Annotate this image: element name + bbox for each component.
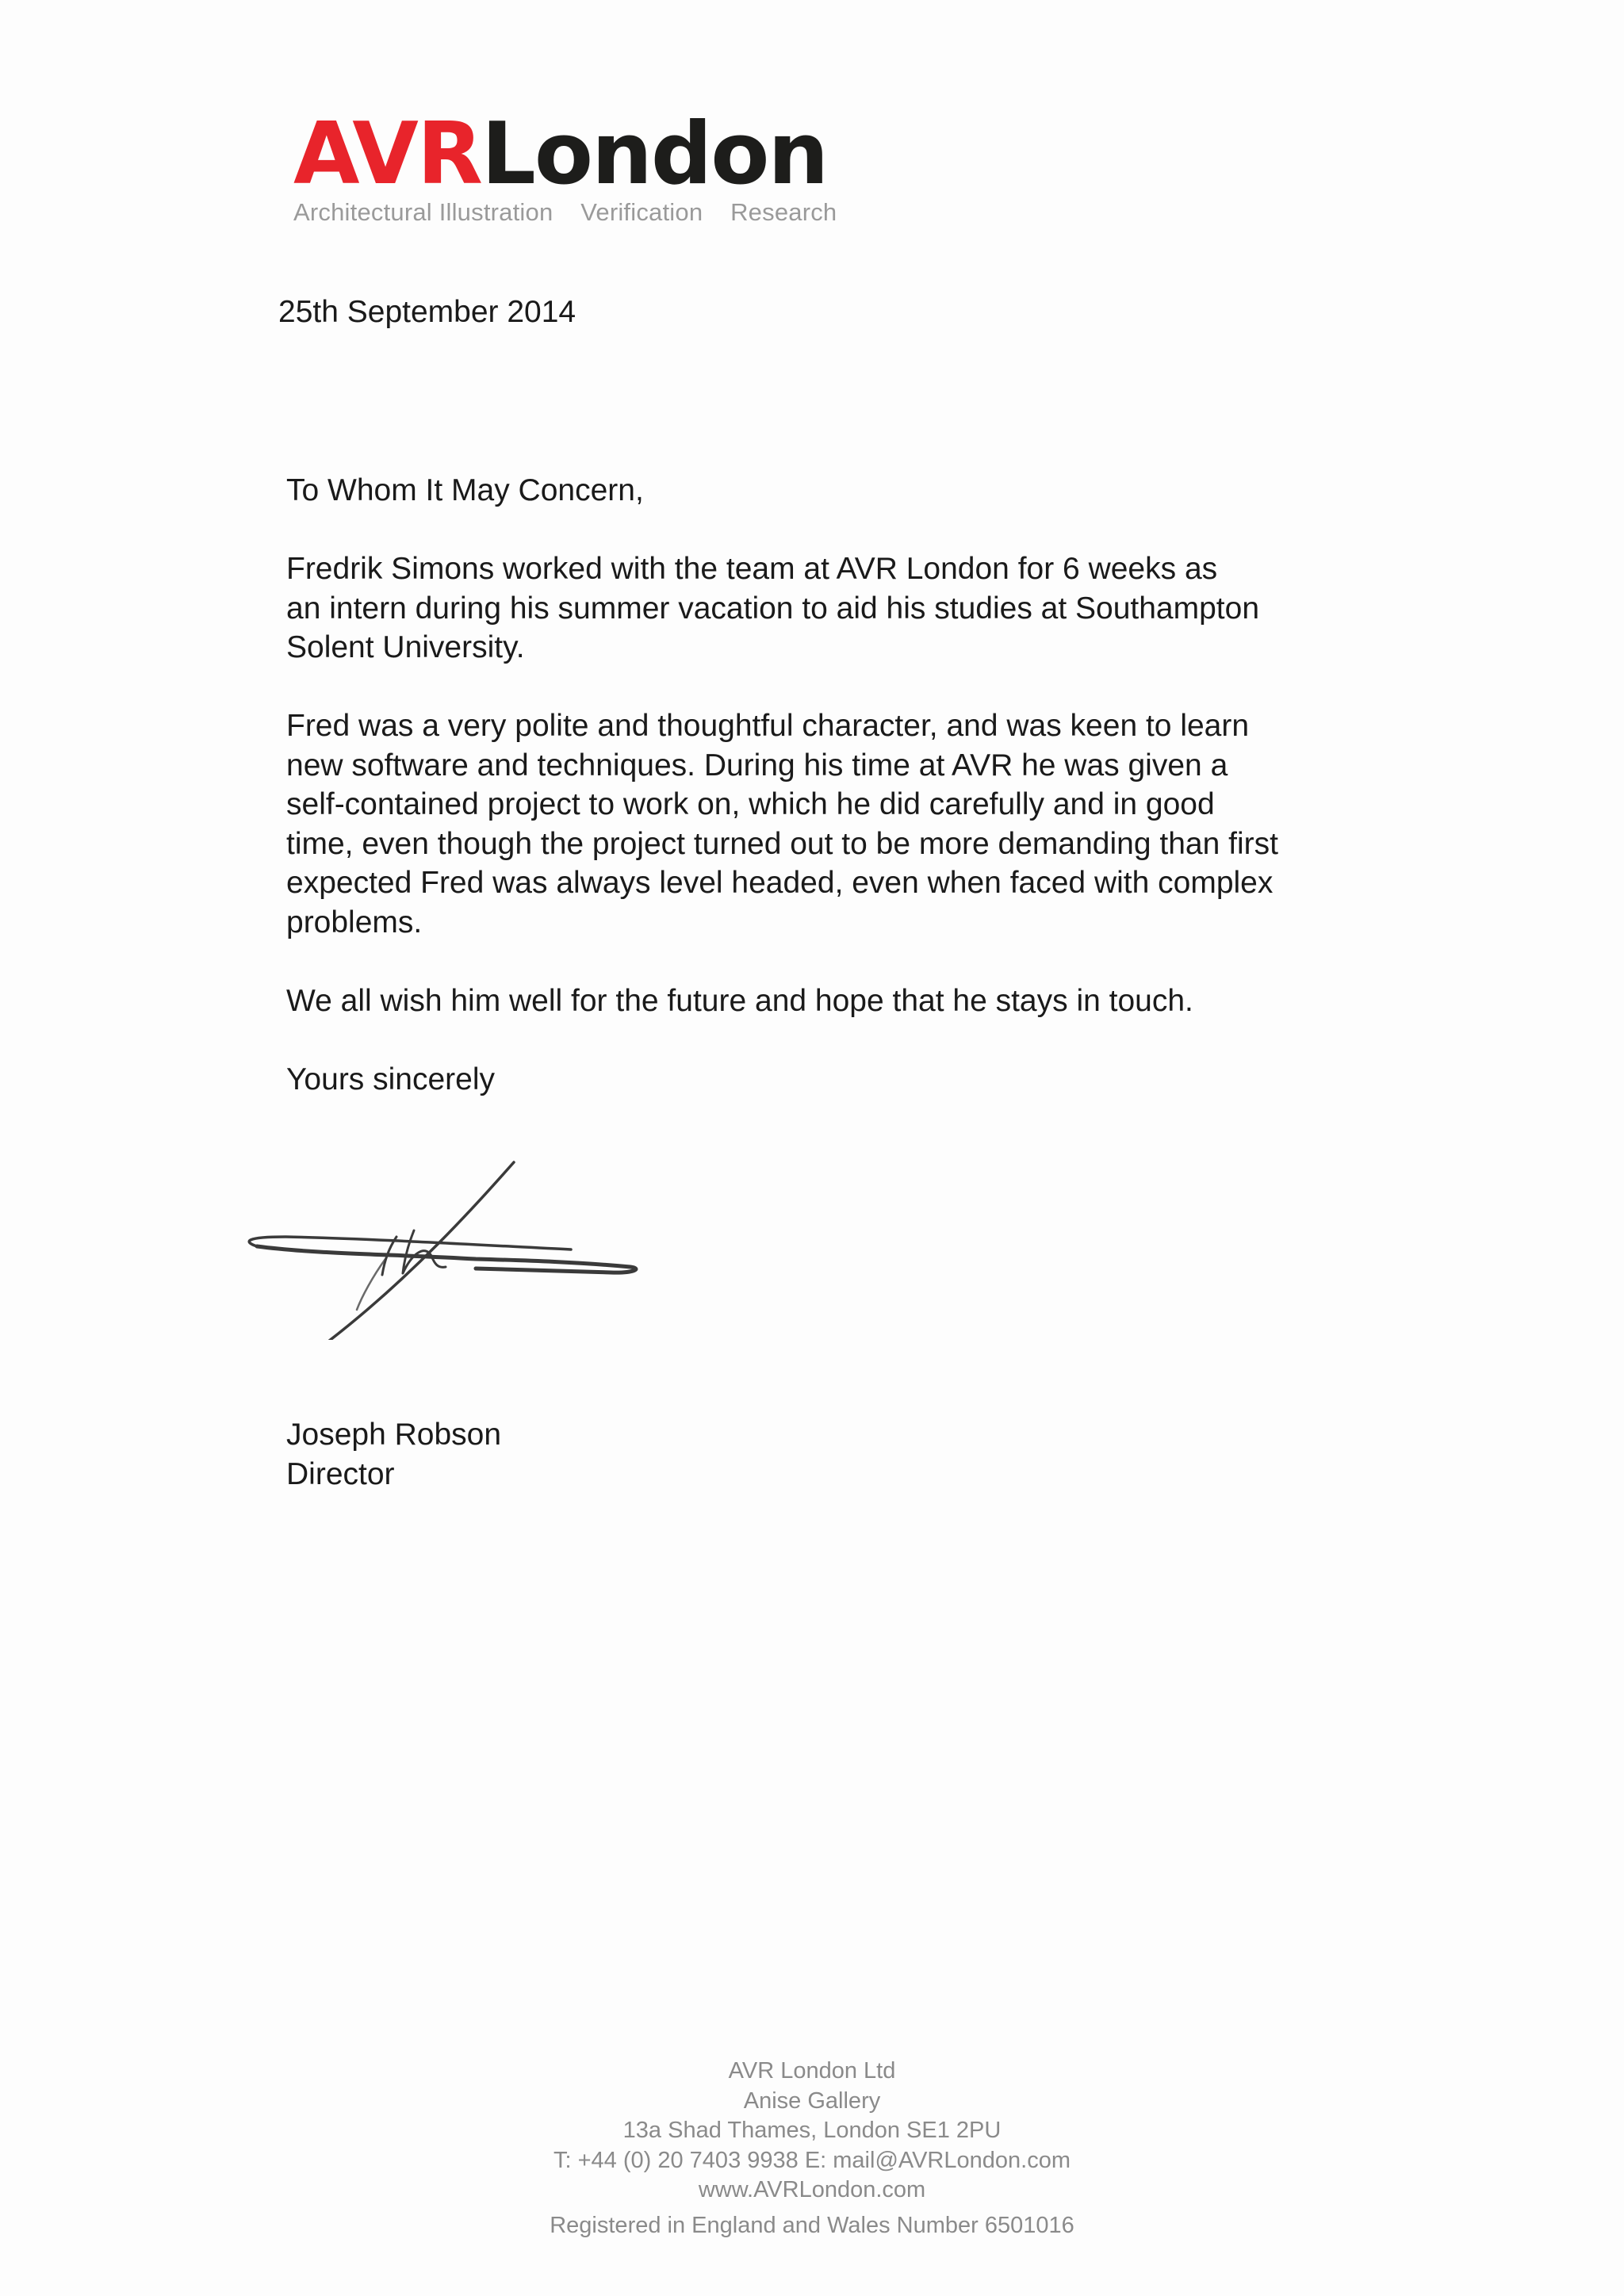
closing: Yours sincerely [286,1062,496,1096]
paragraph-line: Solent University. [286,630,525,664]
paragraph-line: expected Fred was always level headed, even when faced with complex [286,866,1274,900]
logo-avr: AVR [293,105,481,204]
tagline-item: Research [730,198,837,226]
paragraph-line: time, even though the project turned out to be more demanding than first [286,826,1278,861]
handwritten-signature [238,1158,650,1340]
paragraph-line: problems. [286,905,423,939]
logo-tagline [293,198,864,227]
paragraph-1 [286,549,1381,668]
paragraph-3: We all wish him well for the future and hope that he stays in touch. [286,983,1193,1018]
paragraph-line: new software and techniques. During his time at AVR he was given a [286,748,1228,783]
footer-building: Anise Gallery [743,2087,881,2114]
paragraph-2 [286,706,1381,942]
paragraph-line: self-contained project to work on, which he did carefully and in good [286,787,1215,821]
salutation: To Whom It May Concern, [286,473,644,507]
footer-website: www.AVRLondon.com [698,2177,926,2202]
footer-company: AVR London Ltd [728,2058,896,2084]
paragraph-line: Fredrik Simons worked with the team at AVR London for 6 weeks as [286,552,1218,586]
footer-address: 13a Shad Thames, London SE1 2PU [622,2118,1002,2143]
footer-contact: T: +44 (0) 20 7403 9938 E: mail@AVRLondon.com [553,2147,1071,2173]
footer-registration: Registered in England and Wales Number 6501016 [550,2212,1074,2238]
letter-body [286,471,1381,1138]
company-logo [293,105,864,227]
paragraph-line: Fred was a very polite and thoughtful character, and was keen to learn [286,709,1250,743]
letterhead-footer [0,2057,1624,2241]
signatory-title: Director [286,1457,395,1491]
letter-date: 25th September 2014 [278,295,576,329]
tagline-item: Verification [580,198,703,226]
paragraph-line: an intern during his summer vacation to aid his studies at Southampton [286,591,1260,626]
signatory-name: Joseph Robson [286,1418,502,1452]
logo-london: London [481,105,828,204]
tagline-item: Architectural Illustration [293,198,553,226]
signatory-block [286,1415,501,1494]
logo-wordmark [293,105,864,204]
